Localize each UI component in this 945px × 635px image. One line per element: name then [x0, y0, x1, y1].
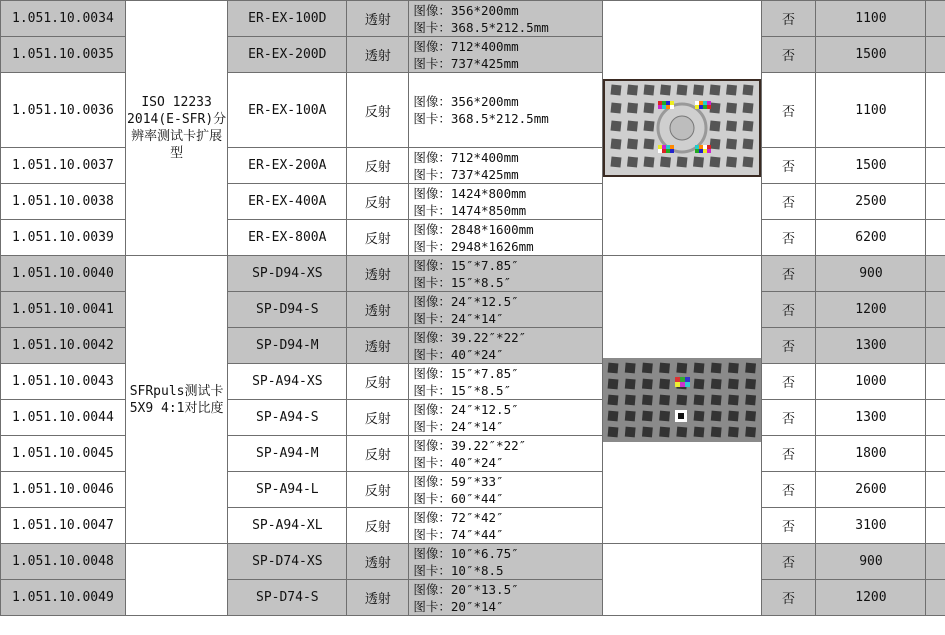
- image-size-text: 图像：10″*6.75″: [413, 545, 519, 561]
- mode-cell[interactable]: 反射: [347, 73, 409, 148]
- image-size-text: 图像：15″*7.85″: [413, 257, 519, 273]
- spec-cell[interactable]: [409, 364, 602, 400]
- model-cell[interactable]: SP-A94-XS: [228, 364, 347, 400]
- item-code-cell[interactable]: 1.051.10.0037: [1, 148, 126, 184]
- spec-cell[interactable]: [409, 184, 602, 220]
- item-code-cell[interactable]: 1.051.10.0042: [1, 328, 126, 364]
- card-size-text: 图卡：40″*24″: [413, 454, 504, 470]
- price-cell[interactable]: 900: [816, 544, 926, 580]
- table-row: [1, 1, 945, 37]
- item-code-cell[interactable]: 1.051.10.0040: [1, 256, 126, 292]
- price-cell[interactable]: 3100: [816, 508, 926, 544]
- flag-cell[interactable]: 否: [761, 364, 816, 400]
- spec-cell[interactable]: [409, 472, 602, 508]
- mode-cell[interactable]: 透射: [347, 544, 409, 580]
- card-size-text: 图卡：15″*8.5″: [413, 382, 512, 398]
- image-size-text: 图像：20″*13.5″: [413, 581, 519, 597]
- model-cell[interactable]: SP-D94-M: [228, 328, 347, 364]
- mode-cell[interactable]: 透射: [347, 256, 409, 292]
- price-cell[interactable]: 6200: [816, 220, 926, 256]
- image-size-text: 图像：356*200mm: [413, 94, 519, 109]
- e-sfr-test-chart-icon: [603, 79, 761, 177]
- extra-cell[interactable]: [926, 544, 945, 580]
- mode-cell[interactable]: 透射: [347, 1, 409, 37]
- flag-cell[interactable]: 否: [761, 328, 816, 364]
- mode-cell[interactable]: 反射: [347, 400, 409, 436]
- extra-cell[interactable]: [926, 256, 945, 292]
- flag-cell[interactable]: 否: [761, 184, 816, 220]
- extra-cell[interactable]: [926, 508, 945, 544]
- item-code-cell[interactable]: 1.051.10.0046: [1, 472, 126, 508]
- model-cell[interactable]: ER-EX-100D: [228, 1, 347, 37]
- card-size-text: 图卡：20″*14″: [413, 598, 504, 614]
- flag-cell[interactable]: 否: [761, 256, 816, 292]
- spec-cell[interactable]: [409, 580, 602, 616]
- extra-cell[interactable]: [926, 580, 945, 616]
- card-size-text: 图卡：10″*8.5: [413, 562, 504, 578]
- mode-cell[interactable]: 透射: [347, 580, 409, 616]
- model-cell[interactable]: ER-EX-400A: [228, 184, 347, 220]
- flag-cell[interactable]: 否: [761, 580, 816, 616]
- card-size-text: 图卡：2948*1626mm: [413, 238, 534, 254]
- flag-cell[interactable]: 否: [761, 292, 816, 328]
- spec-cell[interactable]: [409, 1, 602, 37]
- price-cell[interactable]: 1100: [816, 73, 926, 148]
- extra-cell[interactable]: [926, 73, 945, 148]
- price-cell[interactable]: 1300: [816, 400, 926, 436]
- image-size-text: 图像：24″*12.5″: [413, 401, 519, 417]
- category-name-cell[interactable]: ISO 12233 2014(E-SFR)分辨率测试卡扩展型: [125, 1, 228, 256]
- extra-cell[interactable]: [926, 472, 945, 508]
- spec-cell[interactable]: [409, 292, 602, 328]
- card-size-text: 图卡：737*425mm: [413, 166, 519, 182]
- sfrplus-test-chart-icon: [603, 358, 761, 442]
- model-cell[interactable]: SP-D74-S: [228, 580, 347, 616]
- card-size-text: 图卡：24″*14″: [413, 310, 504, 326]
- image-size-text: 图像：24″*12.5″: [413, 293, 519, 309]
- model-cell[interactable]: SP-A94-S: [228, 400, 347, 436]
- extra-cell[interactable]: [926, 328, 945, 364]
- category-name-cell[interactable]: [125, 544, 228, 616]
- card-size-text: 图卡：60″*44″: [413, 490, 504, 506]
- spec-cell[interactable]: [409, 37, 602, 73]
- model-cell[interactable]: SP-A94-M: [228, 436, 347, 472]
- category-name-cell[interactable]: SFRpuls测试卡 5X9 4:1对比度: [125, 256, 228, 544]
- extra-cell[interactable]: [926, 148, 945, 184]
- model-cell[interactable]: ER-EX-800A: [228, 220, 347, 256]
- card-size-text: 图卡：368.5*212.5mm: [413, 111, 549, 126]
- sample-image-cell[interactable]: [602, 256, 761, 544]
- image-size-text: 图像：39.22″*22″: [413, 437, 527, 453]
- extra-cell[interactable]: [926, 1, 945, 37]
- flag-cell[interactable]: 否: [761, 73, 816, 148]
- flag-cell[interactable]: 否: [761, 544, 816, 580]
- model-cell[interactable]: SP-D74-XS: [228, 544, 347, 580]
- mode-cell[interactable]: 反射: [347, 508, 409, 544]
- price-cell[interactable]: 2600: [816, 472, 926, 508]
- model-cell[interactable]: SP-A94-XL: [228, 508, 347, 544]
- mode-cell[interactable]: 反射: [347, 220, 409, 256]
- card-size-text: 图卡：15″*8.5″: [413, 274, 512, 290]
- table-row: [1, 544, 945, 580]
- price-cell[interactable]: 1100: [816, 1, 926, 37]
- card-size-text: 图卡：737*425mm: [413, 55, 519, 71]
- image-size-text: 图像：72″*42″: [413, 509, 504, 525]
- extra-cell[interactable]: [926, 220, 945, 256]
- spec-cell[interactable]: [409, 256, 602, 292]
- price-cell[interactable]: 1300: [816, 328, 926, 364]
- item-code-cell[interactable]: 1.051.10.0044: [1, 400, 126, 436]
- item-code-cell[interactable]: 1.051.10.0043: [1, 364, 126, 400]
- mode-cell[interactable]: 透射: [347, 37, 409, 73]
- card-size-text: 图卡：368.5*212.5mm: [413, 19, 549, 35]
- image-size-text: 图像：712*400mm: [413, 38, 519, 54]
- image-size-text: 图像：356*200mm: [413, 2, 519, 18]
- extra-cell[interactable]: [926, 184, 945, 220]
- item-code-cell[interactable]: 1.051.10.0034: [1, 1, 126, 37]
- model-cell[interactable]: SP-A94-L: [228, 472, 347, 508]
- price-cell[interactable]: 1500: [816, 37, 926, 73]
- mode-cell[interactable]: 反射: [347, 184, 409, 220]
- flag-cell[interactable]: 否: [761, 508, 816, 544]
- extra-cell[interactable]: [926, 364, 945, 400]
- extra-cell[interactable]: [926, 292, 945, 328]
- model-cell[interactable]: SP-D94-XS: [228, 256, 347, 292]
- model-cell[interactable]: ER-EX-200D: [228, 37, 347, 73]
- mode-cell[interactable]: 反射: [347, 472, 409, 508]
- flag-cell[interactable]: 否: [761, 436, 816, 472]
- card-size-text: 图卡：1474*850mm: [413, 202, 527, 218]
- table-row: [1, 256, 945, 292]
- mode-cell[interactable]: 反射: [347, 148, 409, 184]
- spec-cell[interactable]: [409, 148, 602, 184]
- card-size-text: 图卡：24″*14″: [413, 418, 504, 434]
- spec-cell[interactable]: [409, 436, 602, 472]
- item-code-cell[interactable]: 1.051.10.0045: [1, 436, 126, 472]
- flag-cell[interactable]: 否: [761, 472, 816, 508]
- sample-image-cell[interactable]: [602, 1, 761, 256]
- mode-cell[interactable]: 透射: [347, 292, 409, 328]
- item-code-cell[interactable]: 1.051.10.0036: [1, 73, 126, 148]
- card-size-text: 图卡：74″*44″: [413, 526, 504, 542]
- mode-cell[interactable]: 透射: [347, 328, 409, 364]
- model-cell[interactable]: SP-D94-S: [228, 292, 347, 328]
- sample-image-cell[interactable]: [602, 544, 761, 616]
- item-code-cell[interactable]: 1.051.10.0047: [1, 508, 126, 544]
- price-cell[interactable]: 1800: [816, 436, 926, 472]
- spec-cell[interactable]: [409, 73, 602, 148]
- item-code-cell[interactable]: 1.051.10.0035: [1, 37, 126, 73]
- spec-cell[interactable]: [409, 544, 602, 580]
- price-cell[interactable]: 1000: [816, 364, 926, 400]
- image-size-text: 图像：2848*1600mm: [413, 221, 534, 237]
- price-cell[interactable]: 1200: [816, 292, 926, 328]
- flag-cell[interactable]: 否: [761, 400, 816, 436]
- item-code-cell[interactable]: 1.051.10.0041: [1, 292, 126, 328]
- model-cell[interactable]: ER-EX-100A: [228, 73, 347, 148]
- item-code-cell[interactable]: 1.051.10.0038: [1, 184, 126, 220]
- card-size-text: 图卡：40″*24″: [413, 346, 504, 362]
- extra-cell[interactable]: [926, 400, 945, 436]
- price-cell[interactable]: 900: [816, 256, 926, 292]
- flag-cell[interactable]: 否: [761, 1, 816, 37]
- item-code-cell[interactable]: 1.051.10.0048: [1, 544, 126, 580]
- image-size-text: 图像：15″*7.85″: [413, 365, 519, 381]
- spec-cell[interactable]: [409, 220, 602, 256]
- item-code-cell[interactable]: 1.051.10.0039: [1, 220, 126, 256]
- flag-cell[interactable]: 否: [761, 148, 816, 184]
- item-code-cell[interactable]: 1.051.10.0049: [1, 580, 126, 616]
- model-cell[interactable]: ER-EX-200A: [228, 148, 347, 184]
- image-size-text: 图像：1424*800mm: [413, 185, 527, 201]
- mode-cell[interactable]: 反射: [347, 364, 409, 400]
- price-cell[interactable]: 1500: [816, 148, 926, 184]
- spec-cell[interactable]: [409, 400, 602, 436]
- extra-cell[interactable]: [926, 37, 945, 73]
- extra-cell[interactable]: [926, 436, 945, 472]
- spec-cell[interactable]: [409, 328, 602, 364]
- flag-cell[interactable]: 否: [761, 37, 816, 73]
- price-cell[interactable]: 1200: [816, 580, 926, 616]
- flag-cell[interactable]: 否: [761, 220, 816, 256]
- image-size-text: 图像：39.22″*22″: [413, 329, 527, 345]
- image-size-text: 图像：59″*33″: [413, 473, 504, 489]
- price-cell[interactable]: 2500: [816, 184, 926, 220]
- image-size-text: 图像：712*400mm: [413, 149, 519, 165]
- mode-cell[interactable]: 反射: [347, 436, 409, 472]
- spec-cell[interactable]: [409, 508, 602, 544]
